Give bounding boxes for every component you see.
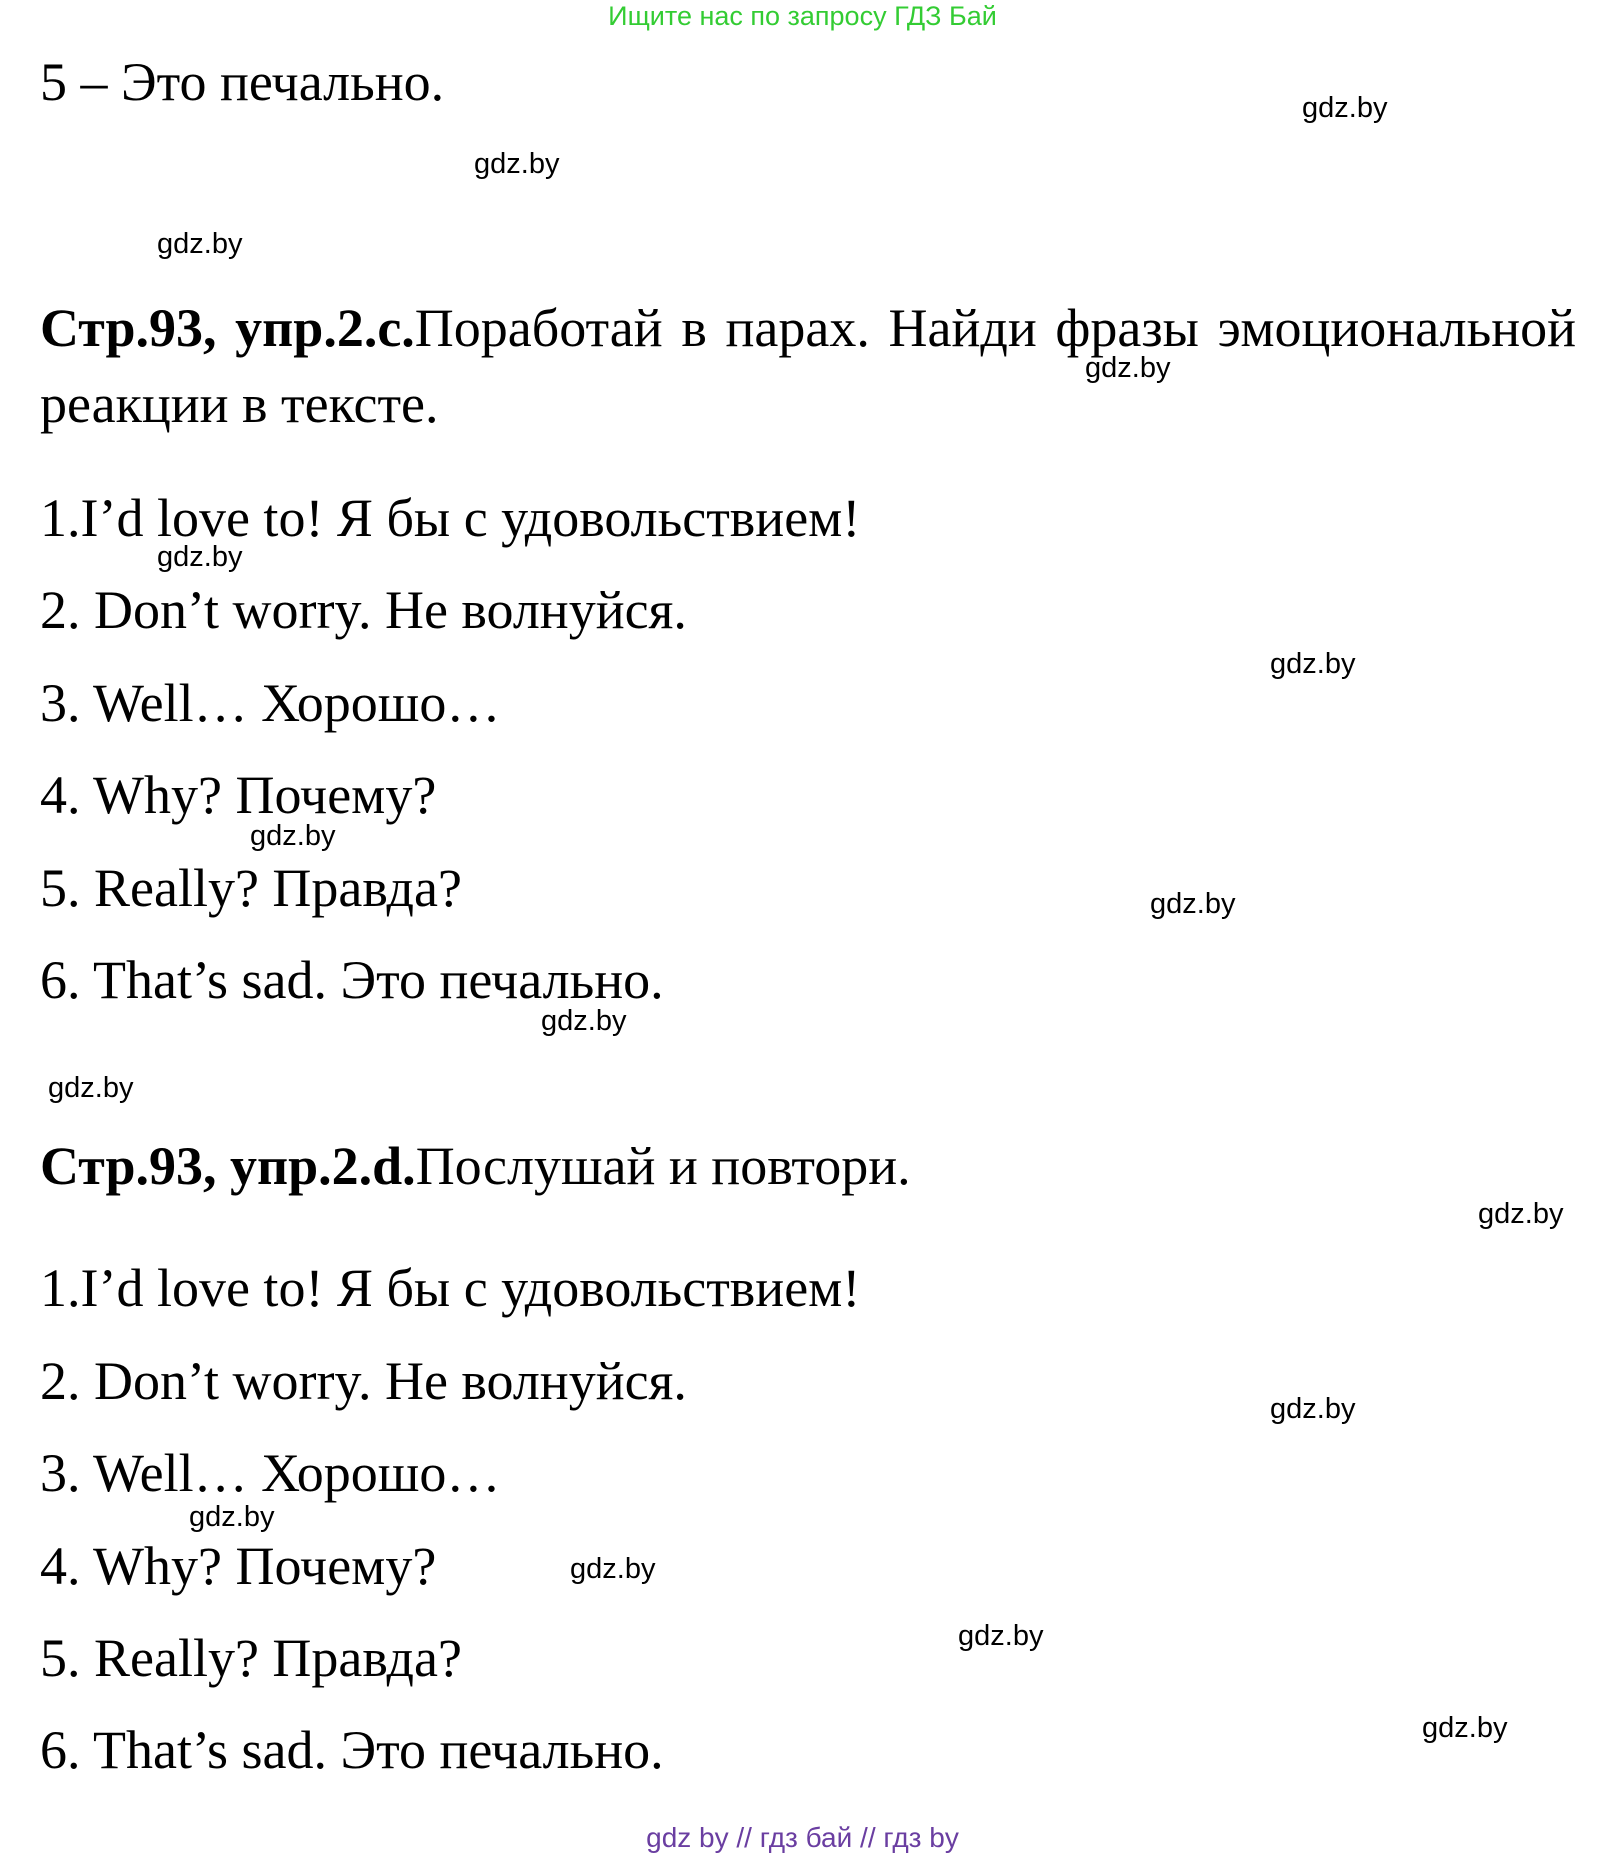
section-d-heading bbox=[40, 1136, 911, 1196]
watermark: gdz.by bbox=[48, 1072, 134, 1104]
section-d-item-3: 3. Well… Хорошо… bbox=[40, 1443, 501, 1503]
section-c-heading bbox=[40, 290, 1576, 442]
watermark: gdz.by bbox=[1478, 1198, 1564, 1230]
section-d-item-2: 2. Don’t worry. Не волнуйся. bbox=[40, 1351, 687, 1411]
section-d-item-5: 5. Really? Правда? bbox=[40, 1628, 462, 1688]
watermark: gdz.by bbox=[250, 820, 336, 852]
section-d-item-6: 6. That’s sad. Это печально. bbox=[40, 1720, 664, 1780]
section-c-item-3: 3. Well… Хорошо… bbox=[40, 673, 501, 733]
section-c-item-2: 2. Don’t worry. Не волнуйся. bbox=[40, 580, 687, 640]
footer-links[interactable]: gdz by // гдз бай // гдз by bbox=[646, 1822, 959, 1853]
watermark: gdz.by bbox=[1085, 352, 1171, 384]
watermark: gdz.by bbox=[541, 1005, 627, 1037]
watermark: gdz.by bbox=[958, 1620, 1044, 1652]
top-banner: Ищите нас по запросу ГДЗ Бай bbox=[608, 1, 997, 31]
watermark: gdz.by bbox=[474, 148, 560, 180]
watermark: gdz.by bbox=[1150, 888, 1236, 920]
watermark: gdz.by bbox=[157, 541, 243, 573]
section-c-item-5: 5. Really? Правда? bbox=[40, 858, 462, 918]
watermark: gdz.by bbox=[1422, 1712, 1508, 1744]
section-d-item-1: 1.I’d love to! Я бы с удовольствием! bbox=[40, 1258, 861, 1318]
section-c-item-1: 1.I’d love to! Я бы с удовольствием! bbox=[40, 488, 861, 548]
watermark: gdz.by bbox=[189, 1501, 275, 1533]
section-c-item-4: 4. Why? Почему? bbox=[40, 765, 437, 825]
watermark: gdz.by bbox=[157, 228, 243, 260]
watermark: gdz.by bbox=[1302, 92, 1388, 124]
section-d-heading-bold: Стр.93, упр.2.d. bbox=[40, 1136, 416, 1196]
section-d-heading-text: Послушай и повтори. bbox=[415, 1136, 911, 1196]
watermark: gdz.by bbox=[1270, 648, 1356, 680]
section-d-item-4: 4. Why? Почему? bbox=[40, 1536, 437, 1596]
intro-line: 5 – Это печально. bbox=[40, 52, 445, 112]
watermark: gdz.by bbox=[1270, 1393, 1356, 1425]
watermark: gdz.by bbox=[570, 1553, 656, 1585]
section-c-heading-bold: Стр.93, упр.2.c. bbox=[40, 298, 415, 358]
section-c-heading-text: Поработай в парах. Найди фразы эмоциональной реакции в тексте. bbox=[40, 298, 1577, 434]
section-c-item-6: 6. That’s sad. Это печально. bbox=[40, 950, 664, 1010]
